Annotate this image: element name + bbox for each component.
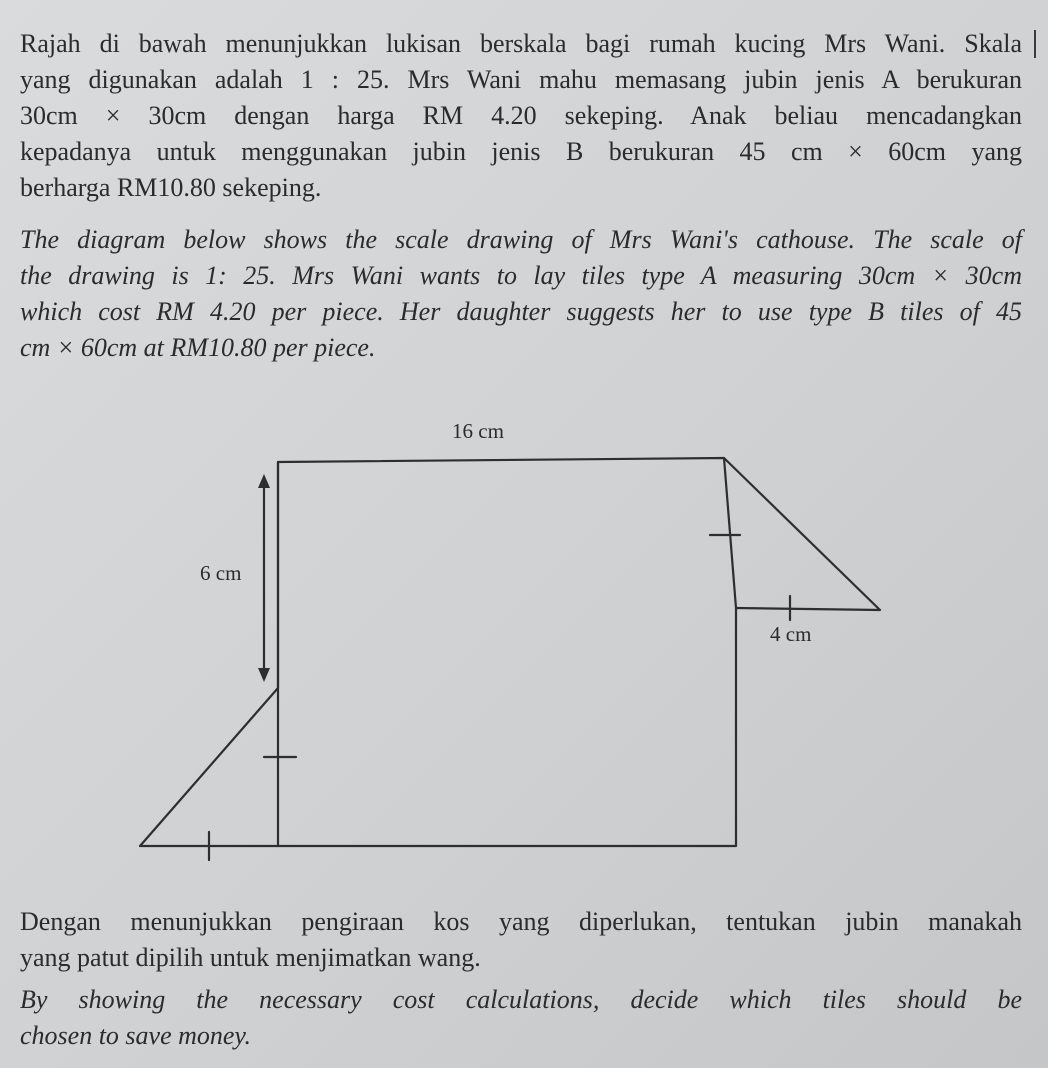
task-malay-line: yang patut dipilih untuk menjimatkan wang. (20, 943, 481, 972)
right-triangle (724, 458, 880, 610)
task-malay (20, 904, 1022, 976)
label-top-width: 16 cm (452, 419, 504, 443)
question-malay-line: 30cm × 30cm dengan harga RM 4.20 sekeping. Anak beliau mencadangkan (20, 101, 1022, 130)
task-english-line: chosen to save money. (20, 1021, 252, 1050)
question-english-line: which cost RM 4.20 per piece. Her daughter suggests her to use type B tiles of 45 (20, 297, 1022, 326)
question-english-line: The diagram below shows the scale drawing of Mrs Wani's cathouse. The scale of (20, 225, 1022, 254)
question-malay-line: kepadanya untuk menggunakan jubin jenis B berukuran 45 cm × 60cm yang (20, 137, 1022, 166)
arrow-head-up (258, 474, 270, 488)
floor-outline (140, 458, 736, 846)
task-malay-line: Dengan menunjukkan pengiraan kos yang diperlukan, tentukan jubin manakah (20, 907, 1022, 936)
question-english-line: the drawing is 1: 25. Mrs Wani wants to lay tiles type A measuring 30cm × 30cm (20, 261, 1022, 290)
arrow-head-down (258, 668, 270, 682)
task-english-line: By showing the necessary cost calculations, decide which tiles should be (20, 985, 1022, 1014)
cathouse-scale-drawing (0, 400, 1048, 870)
question-malay-line: yang digunakan adalah 1 : 25. Mrs Wani mahu memasang jubin jenis A berukuran (20, 65, 1022, 94)
question-malay-line: Rajah di bawah menunjukkan lukisan berskala bagi rumah kucing Mrs Wani. Skala (20, 29, 1022, 58)
label-left-height: 6 cm (200, 561, 242, 585)
question-english-line: cm × 60cm at RM10.80 per piece. (20, 333, 376, 362)
page-edge-mark (1034, 30, 1036, 58)
question-english (20, 222, 1022, 366)
task-english (20, 982, 1022, 1054)
question-malay-line: berharga RM10.80 sekeping. (20, 173, 322, 202)
label-right-width: 4 cm (770, 622, 812, 646)
question-malay (20, 26, 1022, 206)
